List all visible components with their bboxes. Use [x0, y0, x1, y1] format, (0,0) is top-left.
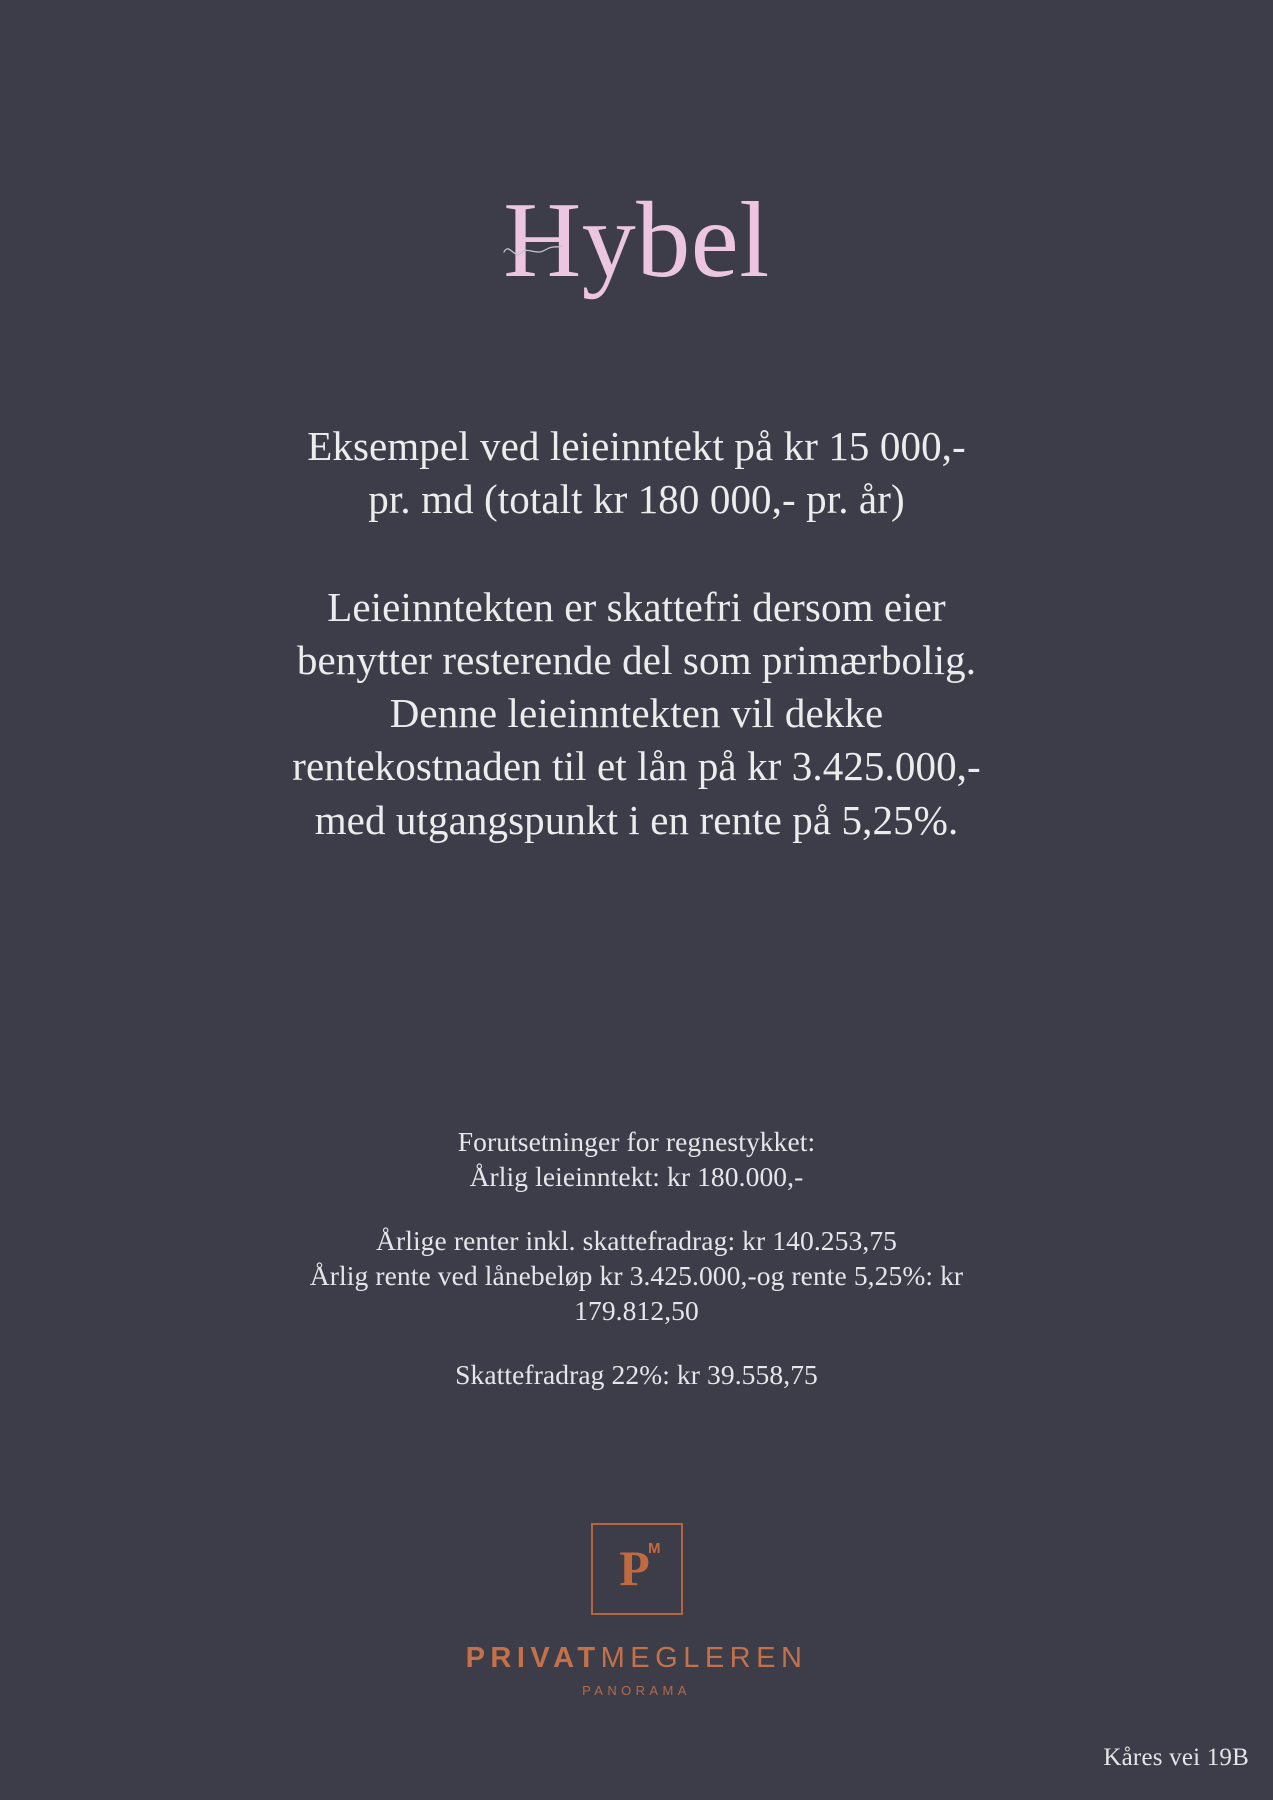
page-title-container: [0, 112, 1273, 301]
assumptions-interest-incl-deduction: Årlige renter inkl. skattefradrag: kr 140.253,75: [375, 1225, 898, 1257]
assumptions-spacer-2: [132, 1328, 1142, 1358]
paragraph-spacer: [147, 527, 1127, 581]
page-title-text: Hybel: [503, 181, 770, 301]
body-p2-line1: Leieinntekten er skattefri dersom eier: [327, 583, 946, 630]
assumptions-annual-rent: Årlig leieinntekt: kr 180.000,-: [469, 1160, 804, 1192]
assumptions-heading: Forutsetninger for regnestykket:: [457, 1126, 816, 1157]
body-p2-line2: benytter resterende del som primærbolig.: [296, 636, 977, 683]
assumptions-loan-interest-line1: Årlig rente ved lånebeløp kr 3.425.000,-og rente 5,25%: kr: [309, 1259, 964, 1291]
assumptions-block: [132, 1125, 1142, 1393]
monogram-letter-p: P: [619, 1540, 650, 1596]
assumptions-spacer-1: [132, 1194, 1142, 1224]
body-p2-line4: rentekostnaden til et lån på kr 3.425.000,-: [292, 743, 981, 790]
privatmegleren-monogram-icon: [591, 1523, 683, 1615]
body-p2-line3: Denne leieinntekten vil dekke: [389, 690, 884, 737]
brand-logo: [0, 1523, 1273, 1698]
body-copy: [147, 420, 1127, 847]
wordmark-privat: PRIVAT: [465, 1642, 601, 1674]
assumptions-tax-deduction: [132, 1358, 1142, 1393]
brand-wordmark: [0, 1642, 1273, 1675]
body-paragraph-1: [147, 420, 1127, 527]
page-title: [497, 181, 775, 301]
property-address: Kåres vei 19B: [1103, 1744, 1249, 1771]
body-paragraph-2: [147, 581, 1127, 847]
assumptions-interest-group: [132, 1224, 1142, 1328]
body-p2-line5: med utgangspunkt i en rente på 5,25%.: [314, 796, 959, 843]
assumptions-loan-interest-line2: 179.812,50: [574, 1294, 699, 1326]
body-p1-line1: Eksempel ved leieinntekt på kr 15 000,-: [307, 423, 966, 469]
wordmark-megleren: MEGLEREN: [600, 1642, 808, 1674]
assumptions-heading-group: [132, 1125, 1142, 1194]
assumptions-tax-deduction-text: Skattefradrag 22%: kr 39.558,75: [455, 1359, 818, 1391]
body-p1-line2: pr. md (totalt kr 180 000,- pr. år): [368, 476, 905, 523]
brand-sub-wordmark: PANORAMA: [582, 1683, 691, 1698]
monogram-superscript-m: M: [648, 1540, 661, 1557]
